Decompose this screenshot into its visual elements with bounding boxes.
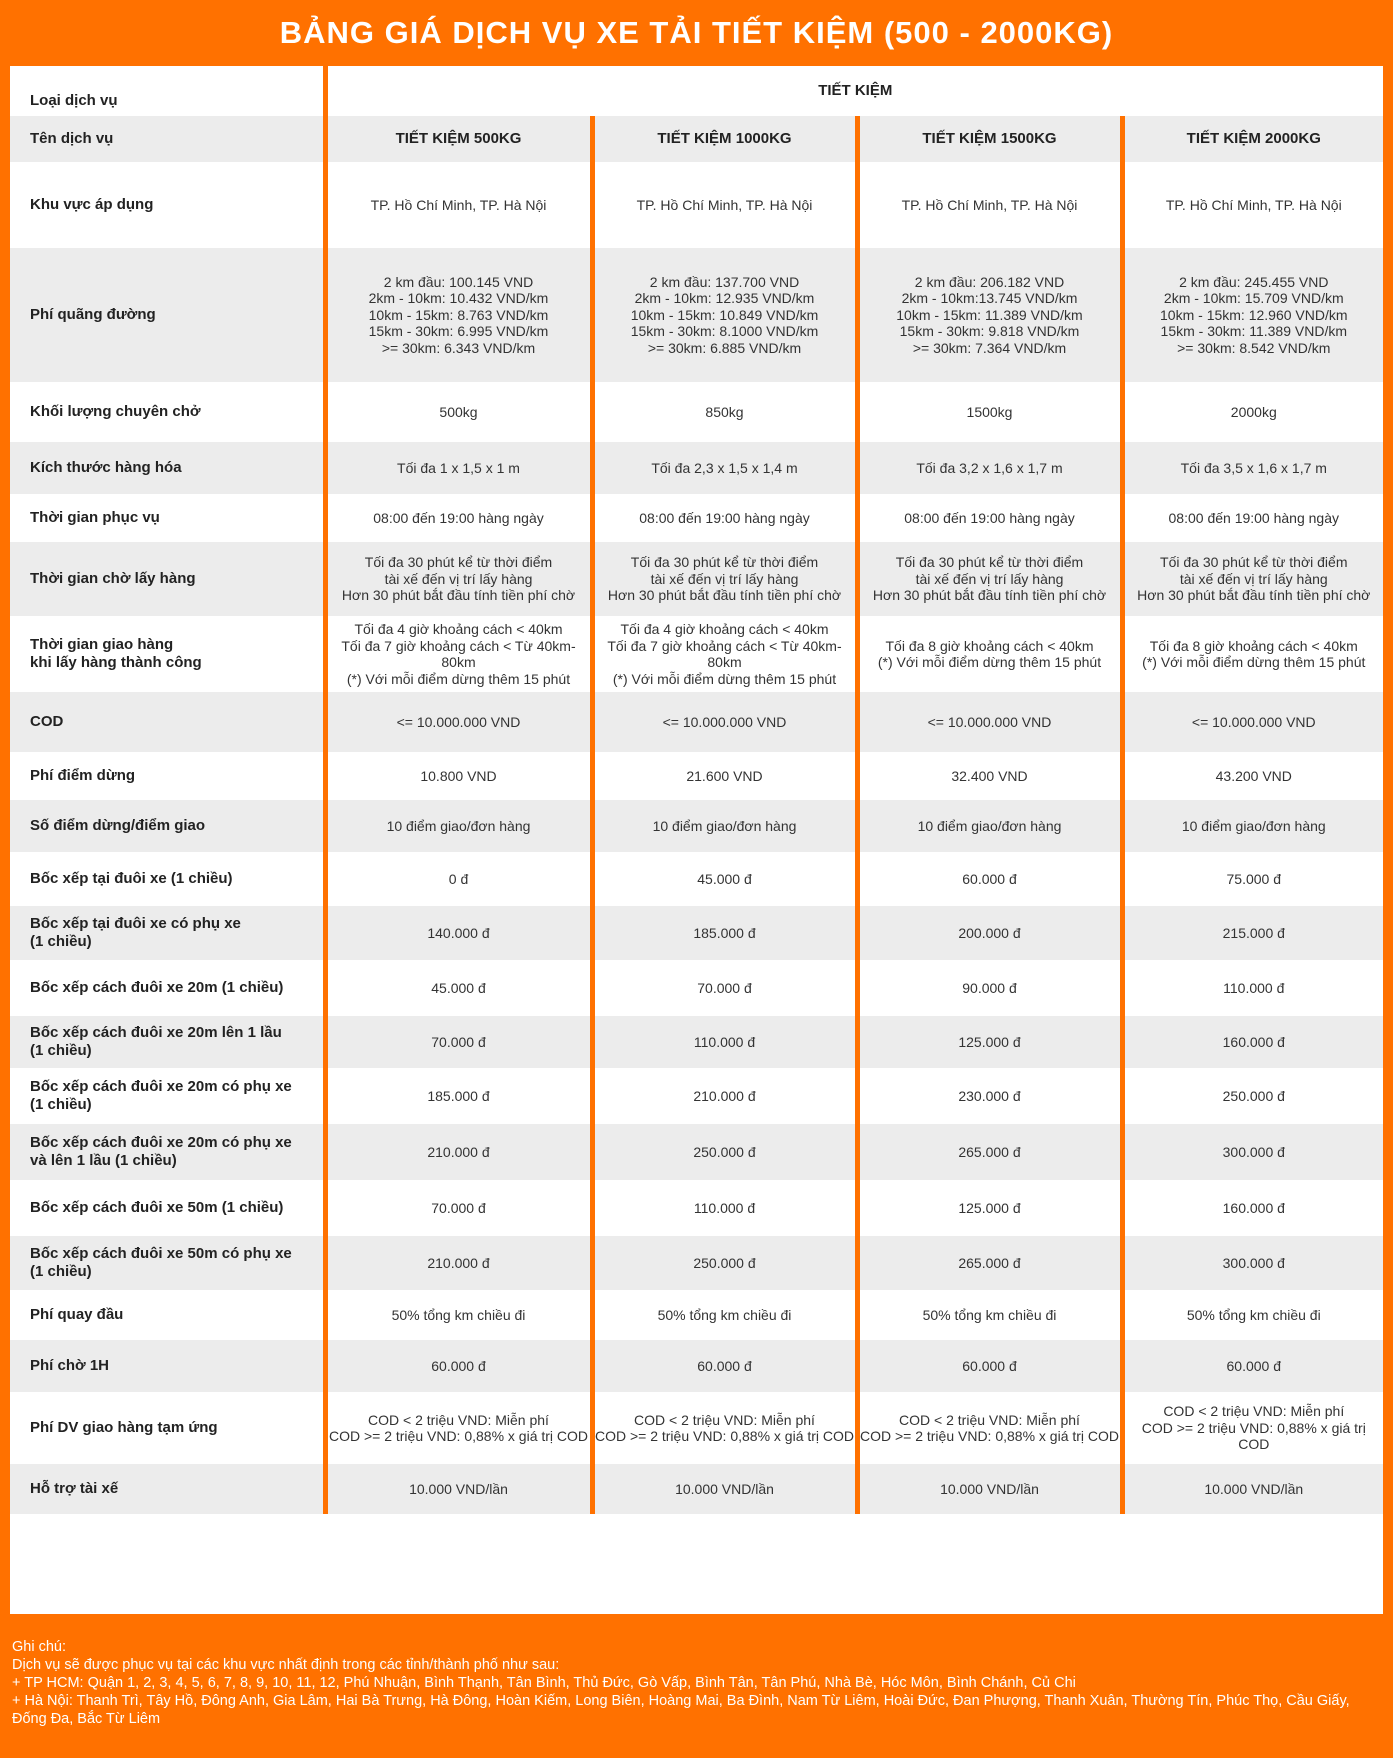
table-row [10,1180,1383,1236]
cell-line: 08:00 đến 19:00 hàng ngày [1168,509,1340,526]
row-label [10,162,325,248]
cell-line: 210.000 đ [427,1254,490,1271]
table-cell [857,1392,1122,1464]
cell-line: 60.000 đ [431,1357,486,1374]
table-cell [592,162,857,248]
cell-line: (*) Với mỗi điểm dừng thêm 15 phút [877,654,1102,670]
table-cell [1122,248,1383,382]
table-cell [325,1236,592,1290]
row-label [10,692,325,752]
table-cell [325,1068,592,1124]
cell-line: tài xế đến vị trí lấy hàng [384,570,533,587]
cell-line: 250.000 đ [693,1143,756,1160]
cell-line: <= 10.000.000 VND [1191,713,1316,730]
cell-line: 2km - 10km:13.745 VND/km [901,290,1078,307]
cell-line: 125.000 đ [958,1033,1021,1050]
table-cell [592,1236,857,1290]
service-name-row [10,116,1383,162]
cell-line: Tối đa 3,2 x 1,6 x 1,7 m [916,459,1063,476]
table-cell [592,382,857,442]
table-cell [1122,442,1383,494]
table-cell [325,248,592,382]
cell-line: >= 30km: 6.885 VND/km [647,339,802,356]
row-label-line: (1 chiều) [30,1263,92,1280]
cell-line: <= 10.000.000 VND [927,713,1052,730]
cell-line: 10km - 15km: 8.763 VND/km [368,306,549,323]
table-cell [592,1340,857,1392]
cell-line: 2 km đầu: 100.145 VND [383,273,534,290]
cell-line: COD >= 2 triệu VND: 0,88% x giá trị COD [328,1428,589,1444]
table-cell [592,852,857,906]
cell-line: TP. Hồ Chí Minh, TP. Hà Nội [1165,196,1342,213]
cell-line: 160.000 đ [1222,1033,1285,1050]
table-cell [592,494,857,542]
table-cell [1122,1290,1383,1340]
cell-line: TP. Hồ Chí Minh, TP. Hà Nội [370,196,547,213]
table-cell [325,1180,592,1236]
row-label [10,1464,325,1514]
table-cell [1122,162,1383,248]
table-cell [1122,1340,1383,1392]
cell-line: 10km - 15km: 10.849 VND/km [630,306,819,323]
row-label-line: Thời gian giao hàng [30,636,174,653]
cell-line: Tối đa 2,3 x 1,5 x 1,4 m [651,459,798,476]
cell-line: COD < 2 triệu VND: Miễn phí [899,1411,1080,1428]
row-label-line: Bốc xếp tại đuôi xe có phụ xe [30,915,241,932]
cell-line: 0 đ [448,870,469,887]
notes-intro: Dịch vụ sẽ được phục vụ tại các khu vực nhất định trong các tỉnh/thành phố như sau: [12,1657,560,1673]
table-cell [1122,616,1383,692]
column-header-1000kg: TIẾT KIỆM 1000KG [592,116,857,162]
table-cell [857,1068,1122,1124]
row-label [10,616,325,692]
cell-line: 2 km đầu: 206.182 VND [914,273,1065,290]
cell-line: 250.000 đ [693,1254,756,1271]
cell-line: 10 điểm giao/đơn hàng [917,817,1062,834]
row-label [10,800,325,852]
table-cell [857,1180,1122,1236]
table-row [10,1124,1383,1180]
cell-line: 210.000 đ [427,1143,490,1160]
cell-line: 500kg [439,403,478,420]
row-label-line: Phí chờ 1H [30,1357,110,1374]
table-cell [1122,382,1383,442]
cell-line: 10 điểm giao/đơn hàng [386,817,531,834]
cell-line: 45.000 đ [431,979,486,996]
cell-line: Hơn 30 phút bắt đầu tính tiền phí chờ [607,587,842,604]
table-cell [592,1464,857,1514]
cell-line: <= 10.000.000 VND [396,713,521,730]
row-label-line: COD [30,713,64,730]
table-cell [857,960,1122,1016]
cell-line: 160.000 đ [1222,1199,1285,1216]
row-label-line: Phí quãng đường [30,306,156,323]
cell-line: 140.000 đ [427,924,490,941]
cell-line: >= 30km: 8.542 VND/km [1177,339,1331,356]
table-cell [325,542,592,616]
table-row [10,1068,1383,1124]
row-label-line: Thời gian chờ lấy hàng [30,570,196,587]
cell-line: Tối đa 1 x 1,5 x 1 m [397,459,520,476]
table-cell [857,494,1122,542]
table-cell [1122,752,1383,800]
table-cell [592,1180,857,1236]
table-cell [592,752,857,800]
cell-line: 110.000 đ [693,1199,756,1216]
table-row [10,1392,1383,1464]
row-label-line: Phí điểm dừng [30,767,136,784]
table-row [10,162,1383,248]
cell-line: 70.000 đ [697,979,752,996]
row-label-line: Khối lượng chuyên chở [30,403,201,420]
column-header-1500kg: TIẾT KIỆM 1500KG [857,116,1122,162]
cell-line: 300.000 đ [1222,1254,1285,1271]
table-cell [1122,1236,1383,1290]
row-label [10,1124,325,1180]
cell-line: Tối đa 3,5 x 1,6 x 1,7 m [1180,459,1327,476]
column-header-500kg: TIẾT KIỆM 500KG [325,116,592,162]
row-label-line: Phí DV giao hàng tạm ứng [30,1419,218,1436]
service-name-label: Tên dịch vụ [10,116,325,162]
cell-line: 32.400 VND [951,767,1028,784]
table-cell [857,752,1122,800]
cell-line: Tối đa 7 giờ khoảng cách < Từ 40km-80km [341,637,576,670]
cell-line: 2km - 10km: 12.935 VND/km [634,290,815,307]
row-label-line: Phí quay đầu [30,1306,124,1323]
table-cell [592,960,857,1016]
table-row [10,442,1383,494]
table-cell [1122,852,1383,906]
table-cell [592,800,857,852]
cell-line: 50% tổng km chiều đi [1186,1306,1321,1323]
table-row [10,906,1383,960]
cell-line: Tối đa 30 phút kể từ thời điểm [364,554,553,571]
table-cell [1122,1016,1383,1068]
table-cell [325,800,592,852]
cell-line: Tối đa 8 giờ khoảng cách < 40km [1149,637,1358,654]
table-cell [1122,692,1383,752]
row-label-line: Bốc xếp cách đuôi xe 20m có phụ xe [30,1078,292,1095]
cell-line: Tối đa 4 giờ khoảng cách < 40km [620,621,829,637]
table-cell [857,1290,1122,1340]
table-cell [325,616,592,692]
table-row [10,494,1383,542]
table-cell [857,616,1122,692]
table-row [10,960,1383,1016]
table-row [10,692,1383,752]
cell-line: 110.000 đ [693,1033,756,1050]
row-label-line: (1 chiều) [30,933,92,950]
cell-line: 15km - 30km: 11.389 VND/km [1160,323,1348,340]
cell-line: TP. Hồ Chí Minh, TP. Hà Nội [901,196,1078,213]
row-label-line: Bốc xếp cách đuôi xe 20m lên 1 lầu [30,1024,282,1041]
cell-line: 10.000 VND/lần [1204,1480,1304,1497]
row-label [10,852,325,906]
cell-line: COD >= 2 triệu VND: 0,88% x giá trị COD [1141,1419,1366,1453]
cell-line: Hơn 30 phút bắt đầu tính tiền phí chờ [341,587,576,604]
cell-line: 60.000 đ [697,1357,752,1374]
table-row [10,1340,1383,1392]
table-cell [325,1016,592,1068]
cell-line: (*) Với mỗi điểm dừng thêm 15 phút [612,670,837,687]
cell-line: <= 10.000.000 VND [662,713,787,730]
table-cell [592,542,857,616]
cell-line: 90.000 đ [962,979,1017,996]
notes-hcm: + TP HCM: Quận 1, 2, 3, 4, 5, 6, 7, 8, 9, 10, 11, 12, Phú Nhuận, Bình Thạnh, Tân Bình, Thủ Đức, Gò Vấp, Bình Tân, Tân Phú, Nhà Bè, Hóc Môn, Bình Chánh, Củ Chi [12,1675,1076,1691]
table-cell [592,1392,857,1464]
cell-line: 10.000 VND/lần [409,1480,508,1497]
row-label [10,1392,325,1464]
table-cell [1122,1392,1383,1464]
table-cell [325,960,592,1016]
table-cell [325,692,592,752]
row-label [10,248,325,382]
cell-line: 15km - 30km: 6.995 VND/km [368,323,549,340]
table-cell [857,442,1122,494]
service-type-label: Loại dịch vụ [30,92,118,109]
page-title: BẢNG GIÁ DỊCH VỤ XE TẢI TIẾT KIỆM (500 - 2000KG) [279,15,1114,50]
cell-line: 50% tổng km chiều đi [922,1306,1057,1323]
table-cell [857,800,1122,852]
cell-line: 08:00 đến 19:00 hàng ngày [904,509,1075,526]
table-cell [592,442,857,494]
table-cell [592,248,857,382]
cell-line: COD < 2 triệu VND: Miễn phí [634,1411,815,1428]
table-cell [592,1068,857,1124]
cell-line: 60.000 đ [962,1357,1017,1374]
table-cell [1122,1124,1383,1180]
cell-line: 125.000 đ [958,1199,1021,1216]
table-cell [1122,960,1383,1016]
table-cell [325,752,592,800]
row-label-line: Bốc xếp cách đuôi xe 20m có phụ xe [30,1134,292,1151]
cell-line: 08:00 đến 19:00 hàng ngày [639,509,810,526]
table-cell [325,906,592,960]
service-type-row [10,66,1383,116]
table-cell [1122,906,1383,960]
cell-line: 10.800 VND [420,767,497,784]
table-cell [857,906,1122,960]
cell-line: 08:00 đến 19:00 hàng ngày [373,509,544,526]
table-cell [325,1124,592,1180]
table-cell [857,1124,1122,1180]
price-table [10,66,1383,1614]
cell-line: 110.000 đ [1223,979,1285,996]
table-cell [1122,800,1383,852]
table-cell [592,692,857,752]
table-cell [857,852,1122,906]
cell-line: 10.000 VND/lần [675,1480,774,1497]
table-cell [592,1016,857,1068]
table-row [10,542,1383,616]
cell-line: 10 điểm giao/đơn hàng [652,817,797,834]
cell-line: (*) Với mỗi điểm dừng thêm 15 phút [346,670,571,687]
cell-line: tài xế đến vị trí lấy hàng [1179,570,1328,587]
cell-line: 185.000 đ [693,924,756,941]
cell-line: 850kg [705,403,744,420]
cell-line: 2km - 10km: 15.709 VND/km [1163,290,1344,307]
cell-line: >= 30km: 6.343 VND/km [381,339,536,356]
table-row [10,248,1383,382]
cell-line: Tối đa 4 giờ khoảng cách < 40km [354,621,563,637]
row-label [10,494,325,542]
cell-line: 70.000 đ [431,1199,486,1216]
cell-line: 15km - 30km: 8.1000 VND/km [630,323,819,340]
cell-line: 70.000 đ [431,1033,486,1050]
table-cell [857,1464,1122,1514]
cell-line: Tối đa 30 phút kể từ thời điểm [1160,554,1348,571]
cell-line: 60.000 đ [962,870,1017,887]
table-row [10,382,1383,442]
cell-line: Hơn 30 phút bắt đầu tính tiền phí chờ [1137,587,1371,604]
cell-line: 50% tổng km chiều đi [657,1306,792,1323]
table-cell [325,162,592,248]
cell-line: 2 km đầu: 245.455 VND [1179,273,1329,290]
row-label [10,1016,325,1068]
table-cell [325,1392,592,1464]
cell-line: 45.000 đ [697,870,752,887]
cell-line: 10 điểm giao/đơn hàng [1181,817,1326,834]
column-header-2000kg: TIẾT KIỆM 2000KG [1122,116,1383,162]
table-cell [325,1340,592,1392]
cell-line: 15km - 30km: 9.818 VND/km [899,323,1080,340]
cell-line: TP. Hồ Chí Minh, TP. Hà Nội [636,196,813,213]
table-cell [325,494,592,542]
cell-line: 265.000 đ [958,1143,1021,1160]
row-label-line: khi lấy hàng thành công [30,654,202,671]
table-cell [592,616,857,692]
cell-line: 215.000 đ [1222,924,1285,941]
cell-line: 10km - 15km: 12.960 VND/km [1160,306,1348,323]
cell-line: Tối đa 8 giờ khoảng cách < 40km [885,637,1094,654]
service-type-value: TIẾT KIỆM [325,66,1383,116]
cell-line: 300.000 đ [1222,1143,1285,1160]
row-label [10,1180,325,1236]
row-label [10,1236,325,1290]
notes-heading: Ghi chú: [12,1639,66,1655]
cell-line: tài xế đến vị trí lấy hàng [650,570,799,587]
row-label [10,752,325,800]
table-cell [592,1290,857,1340]
row-label [10,906,325,960]
row-label-line: Hỗ trợ tài xế [30,1480,119,1497]
cell-line: 60.000 đ [1226,1357,1282,1374]
table-row [10,1290,1383,1340]
cell-line: 10km - 15km: 11.389 VND/km [896,306,1083,323]
table-cell [325,442,592,494]
table-cell [1122,1068,1383,1124]
table-cell [1122,542,1383,616]
table-cell [857,542,1122,616]
row-label [10,1068,325,1124]
table-row [10,752,1383,800]
row-label [10,442,325,494]
cell-line: (*) Với mỗi điểm dừng thêm 15 phút [1142,654,1366,670]
table-row [10,800,1383,852]
row-label-line: Kích thước hàng hóa [30,459,182,476]
table-cell [325,1290,592,1340]
table-row [10,1016,1383,1068]
cell-line: 21.600 VND [686,767,763,784]
row-label-line: Thời gian phục vụ [30,509,160,526]
cell-line: 200.000 đ [958,924,1021,941]
cell-line: Tối đa 30 phút kể từ thời điểm [630,554,819,571]
row-label-line: (1 chiều) [30,1096,92,1113]
table-row [10,1236,1383,1290]
row-label [10,1340,325,1392]
table-row [10,852,1383,906]
table-cell [857,162,1122,248]
table-cell [857,1236,1122,1290]
cell-line: 2 km đầu: 137.700 VND [649,273,800,290]
cell-line: 2km - 10km: 10.432 VND/km [368,290,549,307]
cell-line: Hơn 30 phút bắt đầu tính tiền phí chờ [872,587,1107,604]
row-label-line: và lên 1 lầu (1 chiều) [30,1152,177,1169]
table-row [10,1464,1383,1514]
table-cell [857,382,1122,442]
table-cell [325,852,592,906]
cell-line: COD >= 2 triệu VND: 0,88% x giá trị COD [859,1428,1120,1444]
row-label-line: Bốc xếp cách đuôi xe 50m (1 chiều) [30,1199,284,1216]
row-label [10,1290,325,1340]
cell-line: 10.000 VND/lần [940,1480,1039,1497]
table-row [10,616,1383,692]
table-cell [857,248,1122,382]
row-label-line: Bốc xếp cách đuôi xe 20m (1 chiều) [30,979,284,996]
cell-line: Tối đa 30 phút kể từ thời điểm [895,554,1084,571]
row-label-line: Khu vực áp dụng [30,196,154,213]
row-label [10,960,325,1016]
table-cell [857,1340,1122,1392]
row-label-line: Số điểm dừng/điểm giao [30,817,206,834]
cell-line: >= 30km: 7.364 VND/km [912,339,1067,356]
table-cell [857,692,1122,752]
cell-line: COD < 2 triệu VND: Miễn phí [368,1411,549,1428]
table-cell [325,382,592,442]
row-label-line: Bốc xếp cách đuôi xe 50m có phụ xe [30,1245,292,1262]
cell-line: 230.000 đ [958,1087,1021,1104]
notes-section [12,1638,1382,1728]
cell-line: Tối đa 7 giờ khoảng cách < Từ 40km-80km [607,637,842,670]
cell-line: 75.000 đ [1226,870,1282,887]
cell-line: 265.000 đ [958,1254,1021,1271]
table-cell [1122,1180,1383,1236]
cell-line: 210.000 đ [693,1087,756,1104]
table-cell [1122,494,1383,542]
cell-line: COD < 2 triệu VND: Miễn phí [1163,1403,1345,1420]
table-cell [592,906,857,960]
row-label [10,542,325,616]
table-cell [857,1016,1122,1068]
cell-line: 50% tổng km chiều đi [391,1306,526,1323]
row-label [10,382,325,442]
row-label-line: Bốc xếp tại đuôi xe (1 chiều) [30,870,233,887]
table-cell [325,1464,592,1514]
table-cell [1122,1464,1383,1514]
cell-line: 250.000 đ [1222,1087,1285,1104]
cell-line: COD >= 2 triệu VND: 0,88% x giá trị COD [594,1428,855,1444]
cell-line: tài xế đến vị trí lấy hàng [915,570,1064,587]
cell-line: 185.000 đ [427,1087,490,1104]
cell-line: 2000kg [1230,403,1277,420]
row-label-line: (1 chiều) [30,1042,92,1059]
notes-hanoi: + Hà Nội: Thanh Trì, Tây Hồ, Đông Anh, Gia Lâm, Hai Bà Trưng, Hà Đông, Hoàn Kiếm, Long Biên, Hoàng Mai, Ba Đình, Nam Từ Liêm, Hoài Đức, Đan Phượng, Thanh Xuân, Thường Tín, Phúc Thọ, Cầu Giấy, Đống Đa, Bắc Từ Liêm [12,1693,1350,1727]
cell-line: 1500kg [966,403,1013,420]
table-cell [592,1124,857,1180]
cell-line: 43.200 VND [1215,767,1292,784]
